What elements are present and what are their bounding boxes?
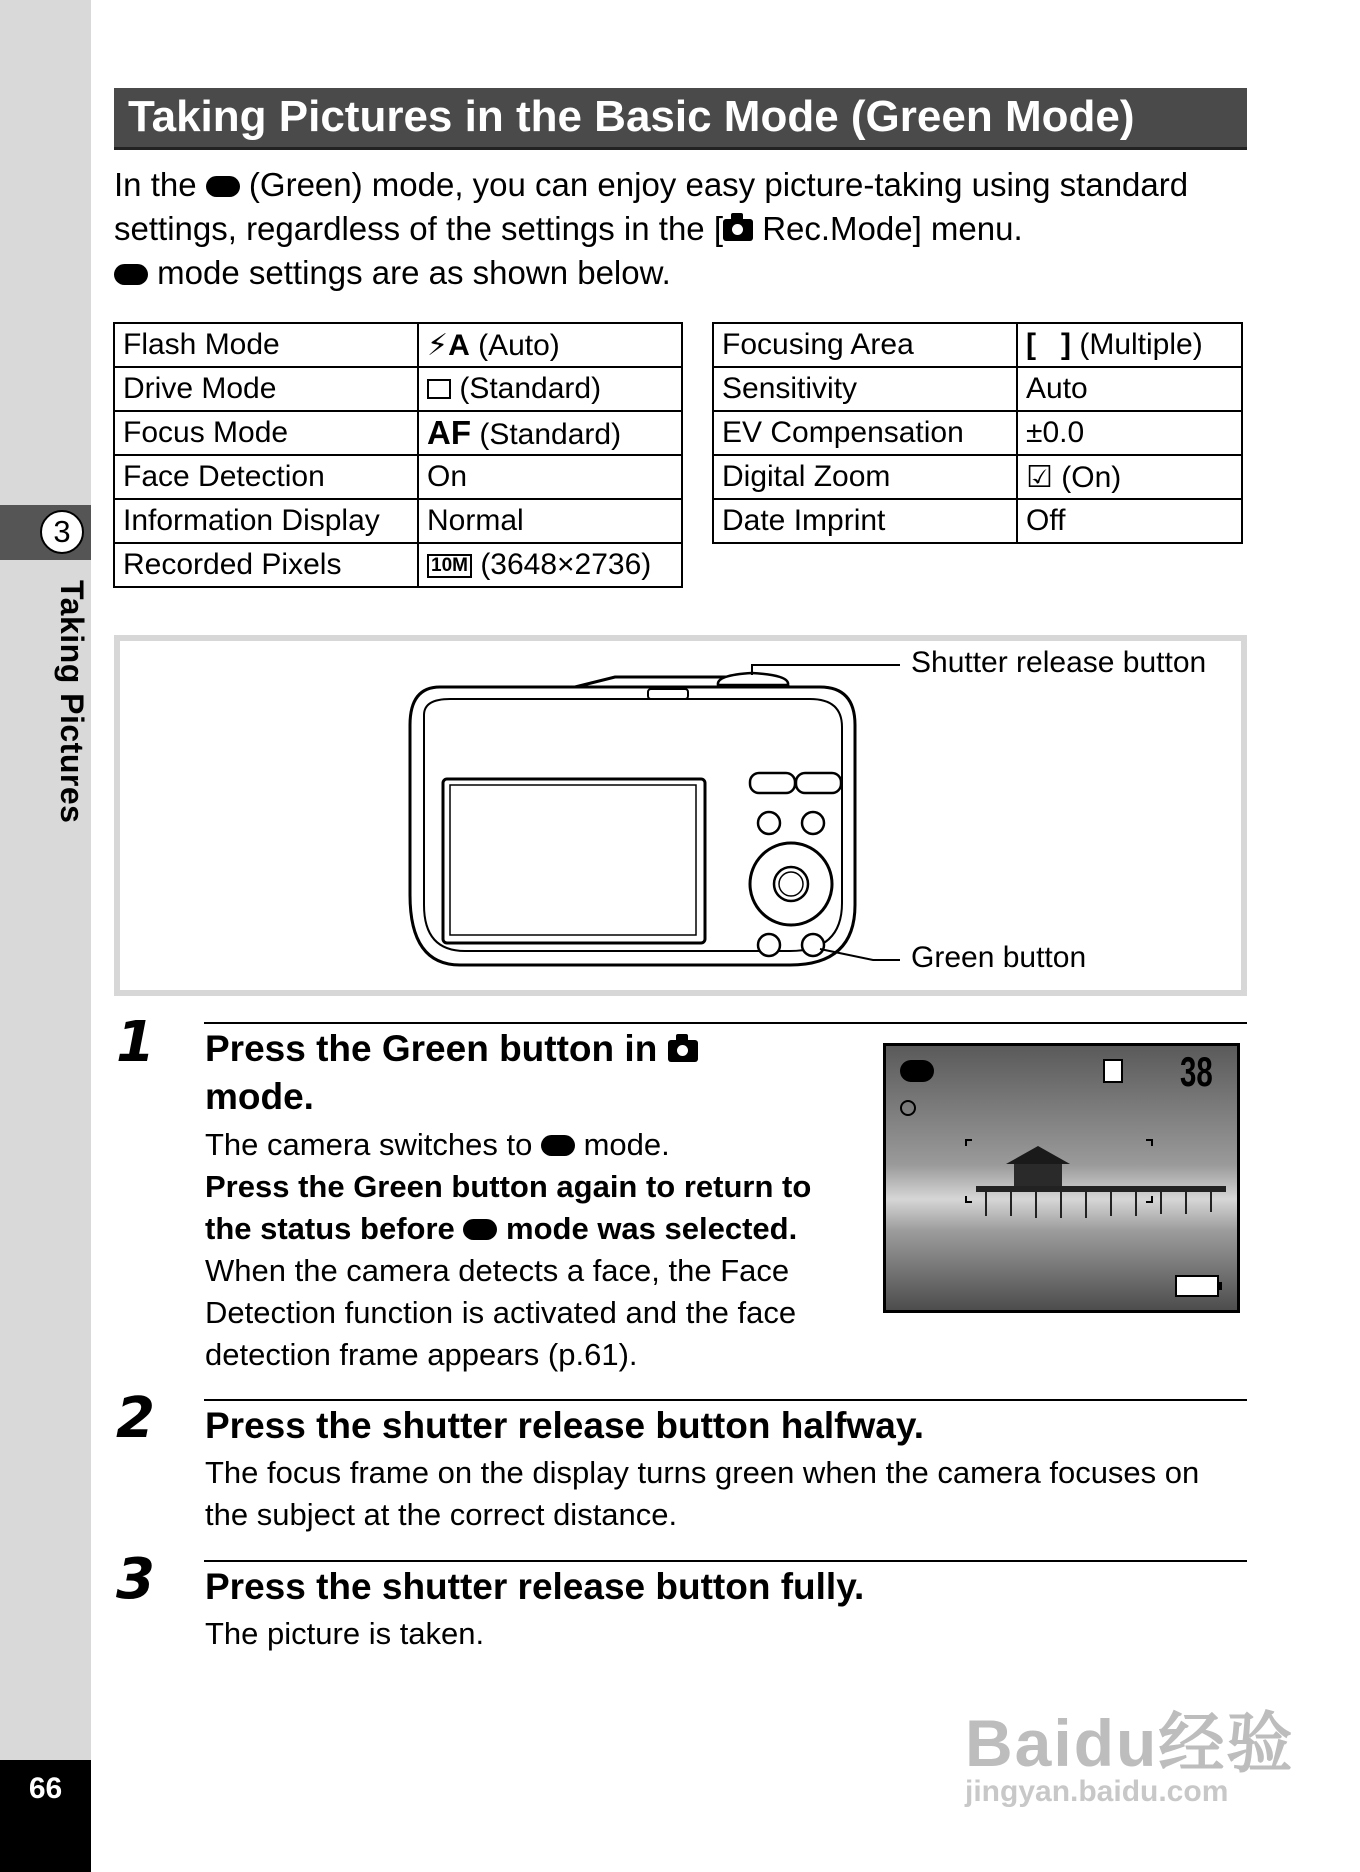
step-text: mode. xyxy=(583,1127,670,1162)
intro-paragraph xyxy=(114,163,1254,295)
setting-label: Focusing Area xyxy=(713,323,1017,367)
setting-value xyxy=(418,543,682,587)
setting-value: Off xyxy=(1017,499,1242,543)
green-mode-icon xyxy=(463,1219,497,1240)
setting-value: Auto xyxy=(1017,367,1242,411)
battery-icon xyxy=(1176,1276,1218,1296)
playback-button xyxy=(750,773,795,793)
green-mode-icon xyxy=(900,1060,934,1082)
setting-value-text: (Multiple) xyxy=(1079,328,1203,361)
step-text-line xyxy=(205,1166,865,1250)
chapter-sidebar xyxy=(0,0,91,1872)
flash-auto-icon: ⚡A xyxy=(427,328,470,362)
setting-value xyxy=(418,323,682,367)
table-row xyxy=(114,367,682,411)
table-row xyxy=(713,367,1242,411)
checkbox-on-icon: ☑ xyxy=(1026,460,1053,494)
intro-text-3: Rec.Mode] menu. xyxy=(762,210,1023,247)
green-mode-icon xyxy=(114,264,148,285)
step-text: Press the Green button again to return to the status before xyxy=(205,1169,812,1246)
section-title-bar xyxy=(114,88,1247,150)
step-heading: Press the shutter release button halfway. xyxy=(205,1405,924,1446)
section-title: Taking Pictures in the Basic Mode (Green Mode) xyxy=(128,92,1135,141)
zoom-lever xyxy=(648,689,688,699)
green-button-label: Green button xyxy=(911,941,1087,974)
setting-label: Information Display xyxy=(114,499,418,543)
green-button xyxy=(802,934,824,956)
green-mode-icon xyxy=(206,176,240,197)
camera-back-illustration xyxy=(380,655,910,985)
baidu-watermark-url: jingyan.baidu.com xyxy=(965,1775,1229,1808)
setting-value-text: (3648×2736) xyxy=(480,548,652,581)
step-number: 1 xyxy=(116,1010,155,1075)
autofocus-icon: AF xyxy=(427,414,471,451)
shots-remaining: 38 xyxy=(1180,1048,1213,1095)
green-mode-settings-table-right xyxy=(712,322,1243,544)
green-mode-icon xyxy=(541,1135,575,1156)
step-body: The picture is taken. xyxy=(205,1616,485,1651)
setting-label: EV Compensation xyxy=(713,411,1017,455)
step-divider xyxy=(204,1560,1247,1562)
step-heading-text: mode. xyxy=(205,1076,314,1117)
step-text-line xyxy=(205,1124,865,1166)
green-mode-settings-table-left xyxy=(113,322,683,588)
intro-text-4: mode settings are as shown below. xyxy=(157,254,671,291)
setting-label: Recorded Pixels xyxy=(114,543,418,587)
setting-value xyxy=(1017,323,1242,367)
setting-label: Focus Mode xyxy=(114,411,418,455)
setting-value: ±0.0 xyxy=(1017,411,1242,455)
single-frame-icon xyxy=(427,379,451,399)
setting-value xyxy=(1017,455,1242,499)
setting-label: Face Detection xyxy=(114,455,418,499)
step-heading xyxy=(205,1025,825,1121)
step-number: 3 xyxy=(116,1547,155,1612)
setting-value xyxy=(418,411,682,455)
camera-button xyxy=(802,812,824,834)
setting-label: Flash Mode xyxy=(114,323,418,367)
step-divider xyxy=(204,1022,1247,1024)
memory-card-icon xyxy=(1104,1060,1122,1082)
step-text-line: When the camera detects a face, the Face Detection function is activated and the face detection frame appears (p.61). xyxy=(205,1253,797,1372)
step-number: 2 xyxy=(116,1386,155,1451)
table-row xyxy=(114,323,682,367)
table-row xyxy=(713,455,1242,499)
shutter-release-label: Shutter release button xyxy=(911,646,1207,679)
menu-button xyxy=(796,773,841,793)
table-row xyxy=(713,499,1242,543)
shutter-callout-line xyxy=(752,665,900,675)
step-body: The focus frame on the display turns green when the camera focuses on the subject at the correct distance. xyxy=(205,1455,1200,1532)
step-heading: Press the shutter release button fully. xyxy=(205,1566,865,1607)
table-row xyxy=(114,455,682,499)
setting-value-text: (Auto) xyxy=(478,328,560,362)
table-row xyxy=(713,323,1242,367)
pier-deck xyxy=(976,1186,1226,1192)
setting-value: On xyxy=(418,455,682,499)
setting-label: Drive Mode xyxy=(114,367,418,411)
chapter-number: 3 xyxy=(40,510,84,554)
step-text: The camera switches to xyxy=(205,1127,533,1162)
camera-icon xyxy=(668,1040,698,1062)
baidu-watermark: Baidu经验 xyxy=(965,1706,1295,1780)
battery-tip xyxy=(1218,1282,1222,1290)
setting-value-text: (Standard) xyxy=(459,372,602,405)
pavilion-body xyxy=(1014,1164,1062,1186)
page-number: 66 xyxy=(28,1772,63,1805)
step-body xyxy=(205,1124,865,1376)
ten-megapixel-icon: 10M xyxy=(427,554,472,578)
setting-label: Digital Zoom xyxy=(713,455,1017,499)
table-row xyxy=(713,411,1242,455)
setting-value-text: (On) xyxy=(1061,460,1122,494)
setting-value-text: (Standard) xyxy=(479,418,622,451)
multi-focus-area-icon: [ ] xyxy=(1026,328,1071,361)
setting-label: Date Imprint xyxy=(713,499,1017,543)
camera-button xyxy=(758,812,780,834)
table-row xyxy=(114,543,682,587)
camera-button xyxy=(758,934,780,956)
chapter-title: Taking Pictures xyxy=(54,580,90,824)
setting-label: Sensitivity xyxy=(713,367,1017,411)
setting-value xyxy=(418,367,682,411)
intro-text-1: In the xyxy=(114,166,197,203)
camera-lcd-screen xyxy=(450,785,696,935)
step-heading-text: Press the Green button in xyxy=(205,1028,658,1069)
table-row xyxy=(114,411,682,455)
table-row xyxy=(114,499,682,543)
step-text: mode was selected. xyxy=(506,1211,798,1246)
step-divider xyxy=(204,1399,1247,1401)
intro-text-2: (Green) mode, you can enjoy easy picture-taking using standard settings, regardless of the settings in the [ xyxy=(114,166,1189,247)
camera-icon xyxy=(723,219,753,241)
setting-value: Normal xyxy=(418,499,682,543)
